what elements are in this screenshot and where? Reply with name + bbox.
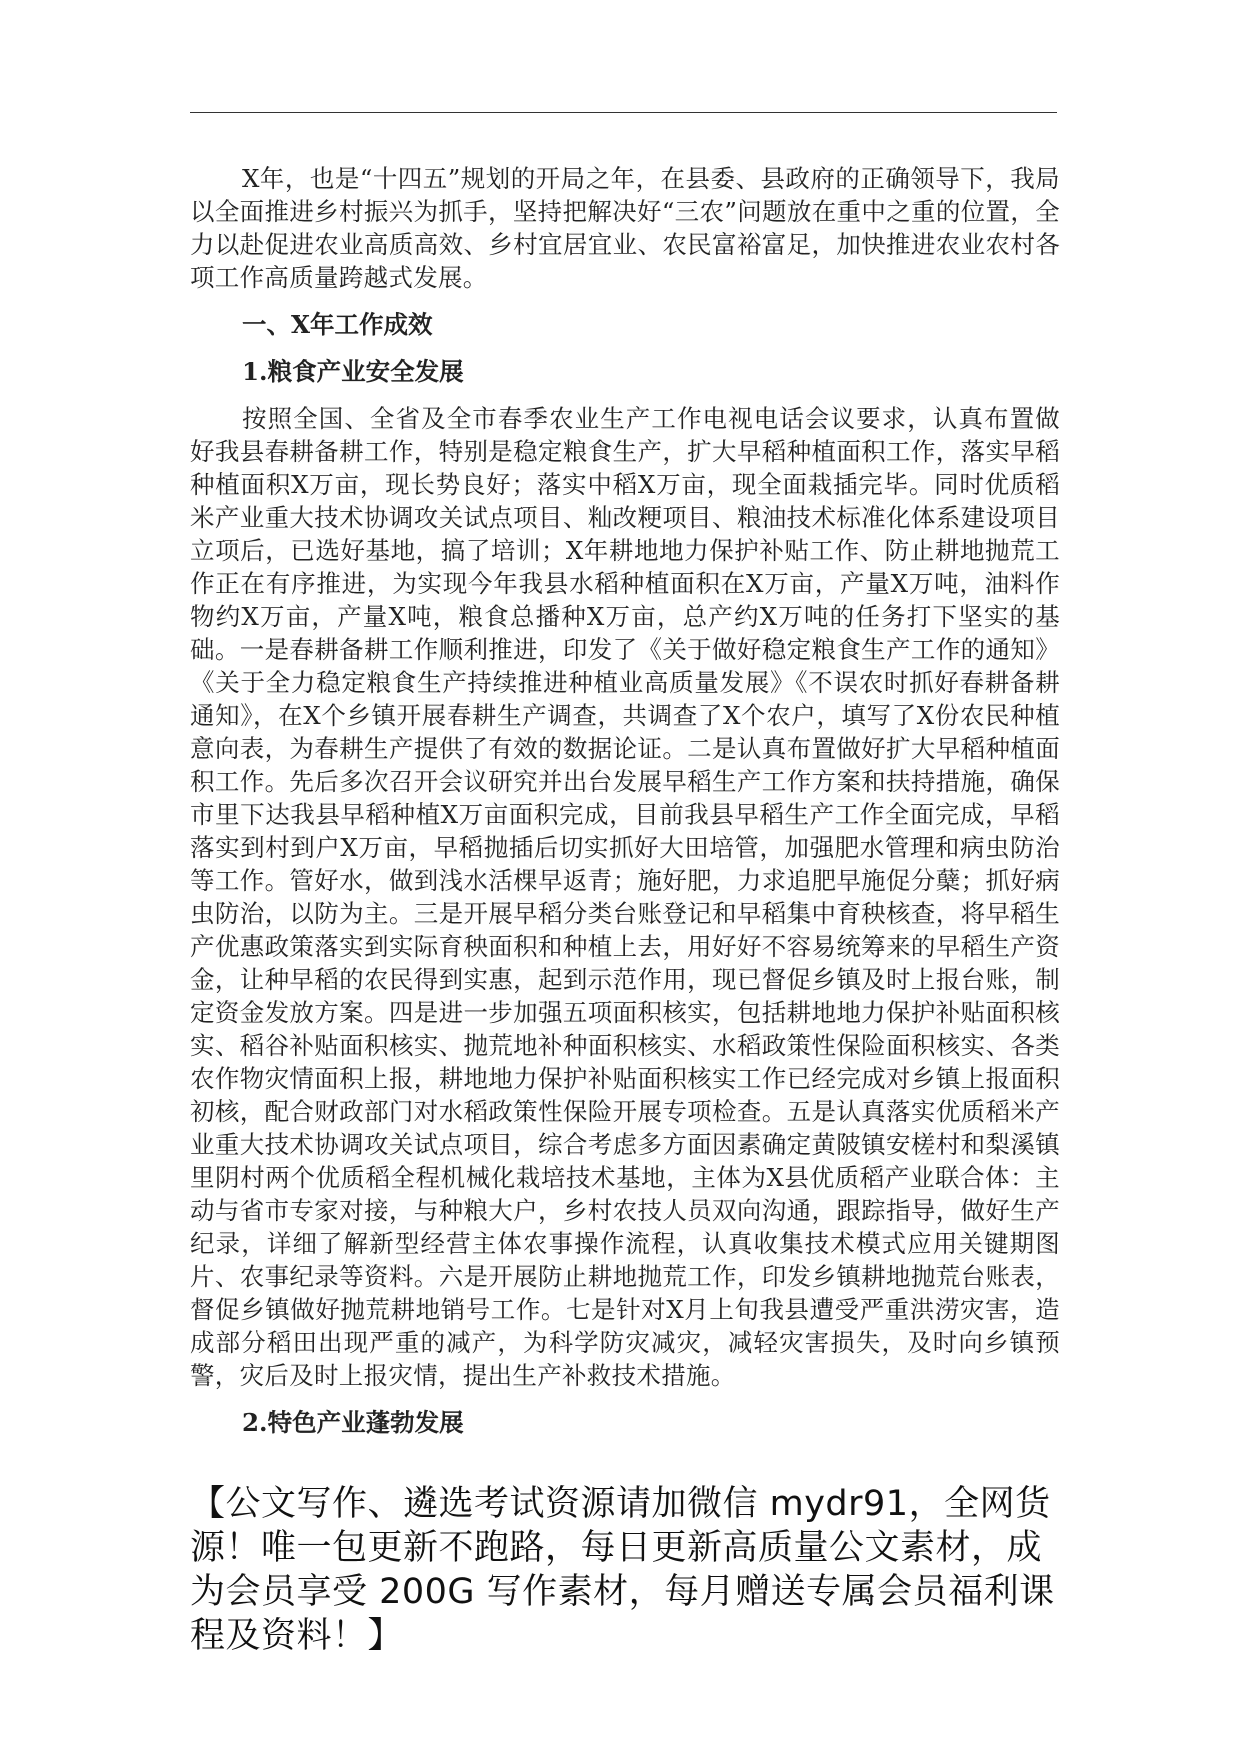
subsection-heading-1: 1.粮食产业安全发展 [242,357,464,386]
subsection-1-body: 按照全国、全省及全市春季农业生产工作电视电话会议要求，认真布置做好我县春耕备耕工作，特别是稳定粮食生产，扩大早稻种植面积工作，落实早稻种植面积X万亩，现长势良好；落实中稻X万亩，现全面栽插完毕。同时优质稻米产业重大技术协调攻关试点项目、籼改粳项目、粮油技术标准化体系建设项目立项后，已选好基地，搞了培训；X年耕地地力保护补贴工作、防止耕地抛荒工作正在有序推进，为实现今年我县水稻种植面积在X万亩，产量X万吨，油料作物约X万亩，产量X吨，粮食总播种X万亩，总产约X万吨的任务打下坚实的基础。一是春耕备耕工作顺利推进，印发了《关于做好稳定粮食生产工作的通知》《关于全力稳定粮食生产持续推进种植业高质量发展》《不误农时抓好春耕备耕通知》，在X个乡镇开展春耕生产调查，共调查了X个农户，填写了X份农民种植意向表，为春耕生产提供了有效的数据论证。二是认真布置做好扩大早稻种植面积工作。先后多次召开会议研究并出台发展早稻生产工作方案和扶持措施，确保市里下达我县早稻种植X万亩面积完成，目前我县早稻生产工作全面完成，早稻落实到村到户X万亩，早稻抛插后切实抓好大田培管，加强肥水管理和病虫防治等工作。管好水，做到浅水活棵早返青；施好肥，力求追肥早施促分蘖；抓好病虫防治，以防为主。三是开展早稻分类台账登记和早稻集中育秧核查，将早稻生产优惠政策落实到实际育秧面积和种植上去，用好好不容易统筹来的早稻生产资金，让种早稻的农民得到实惠，起到示范作用，现已督促乡镇及时上报台账，制定资金发放方案。四是进一步加强五项面积核实，包括耕地地力保护补贴面积核实、稻谷补贴面积核实、抛荒地补种面积核实、水稻政策性保险面积核实、各类农作物灾情面积上报，耕地地力保护补贴面积核实工作已经完成对乡镇上报面积初核，配合财政部门对水稻政策性保险开展专项检查。五是认真落实优质稻米产业重大技术协调攻关试点项目，综合考虑多方面因素确定黄陂镇安槎村和梨溪镇里阴村两个优质稻全程机械化栽培技术基地，主体为X县优质稻产业联合体：主动与省市专家对接，与种粮大户，乡村农技人员双向沟通，跟踪指导，做好生产纪录，详细了解新型经营主体农事操作流程，认真收集技术模式应用关键期图片、农事纪录等资料。六是开展防止耕地抛荒工作，印发乡镇耕地抛荒台账表，督促乡镇做好抛荒耕地销号工作。七是针对X月上旬我县遭受严重洪涝灾害，造成部分稻田出现严重的减产，为科学防灾减灾，减轻灾害损失，及时向乡镇预警，灾后及时上报灾情，提出生产补救技术措施。 [190,404,1060,1390]
intro-paragraph: X年，也是“十四五”规划的开局之年，在县委、县政府的正确领导下，我局以全面推进乡村振兴为抓手，坚持把解决好“三农”问题放在重中之重的位置，全力以赴促进农业高质高效、乡村宜居宜业、农民富裕富足，加快推进农业农村各项工作高质量跨越式发展。 [190,164,1060,292]
promo-banner-text: 【公文写作、遴选考试资源请加微信 mydr91，全网货源！唯一包更新不跑路，每日更新高质量公文素材，成为会员享受 200G 写作素材，每月赠送专属会员福利课程及资料！】 [190,1484,1055,1656]
header-rule [190,112,1057,113]
section-heading-1: 一、X年工作成效 [242,310,433,339]
subsection-heading-2: 2.特色产业蓬勃发展 [242,1408,464,1437]
document-content [190,162,1060,1439]
